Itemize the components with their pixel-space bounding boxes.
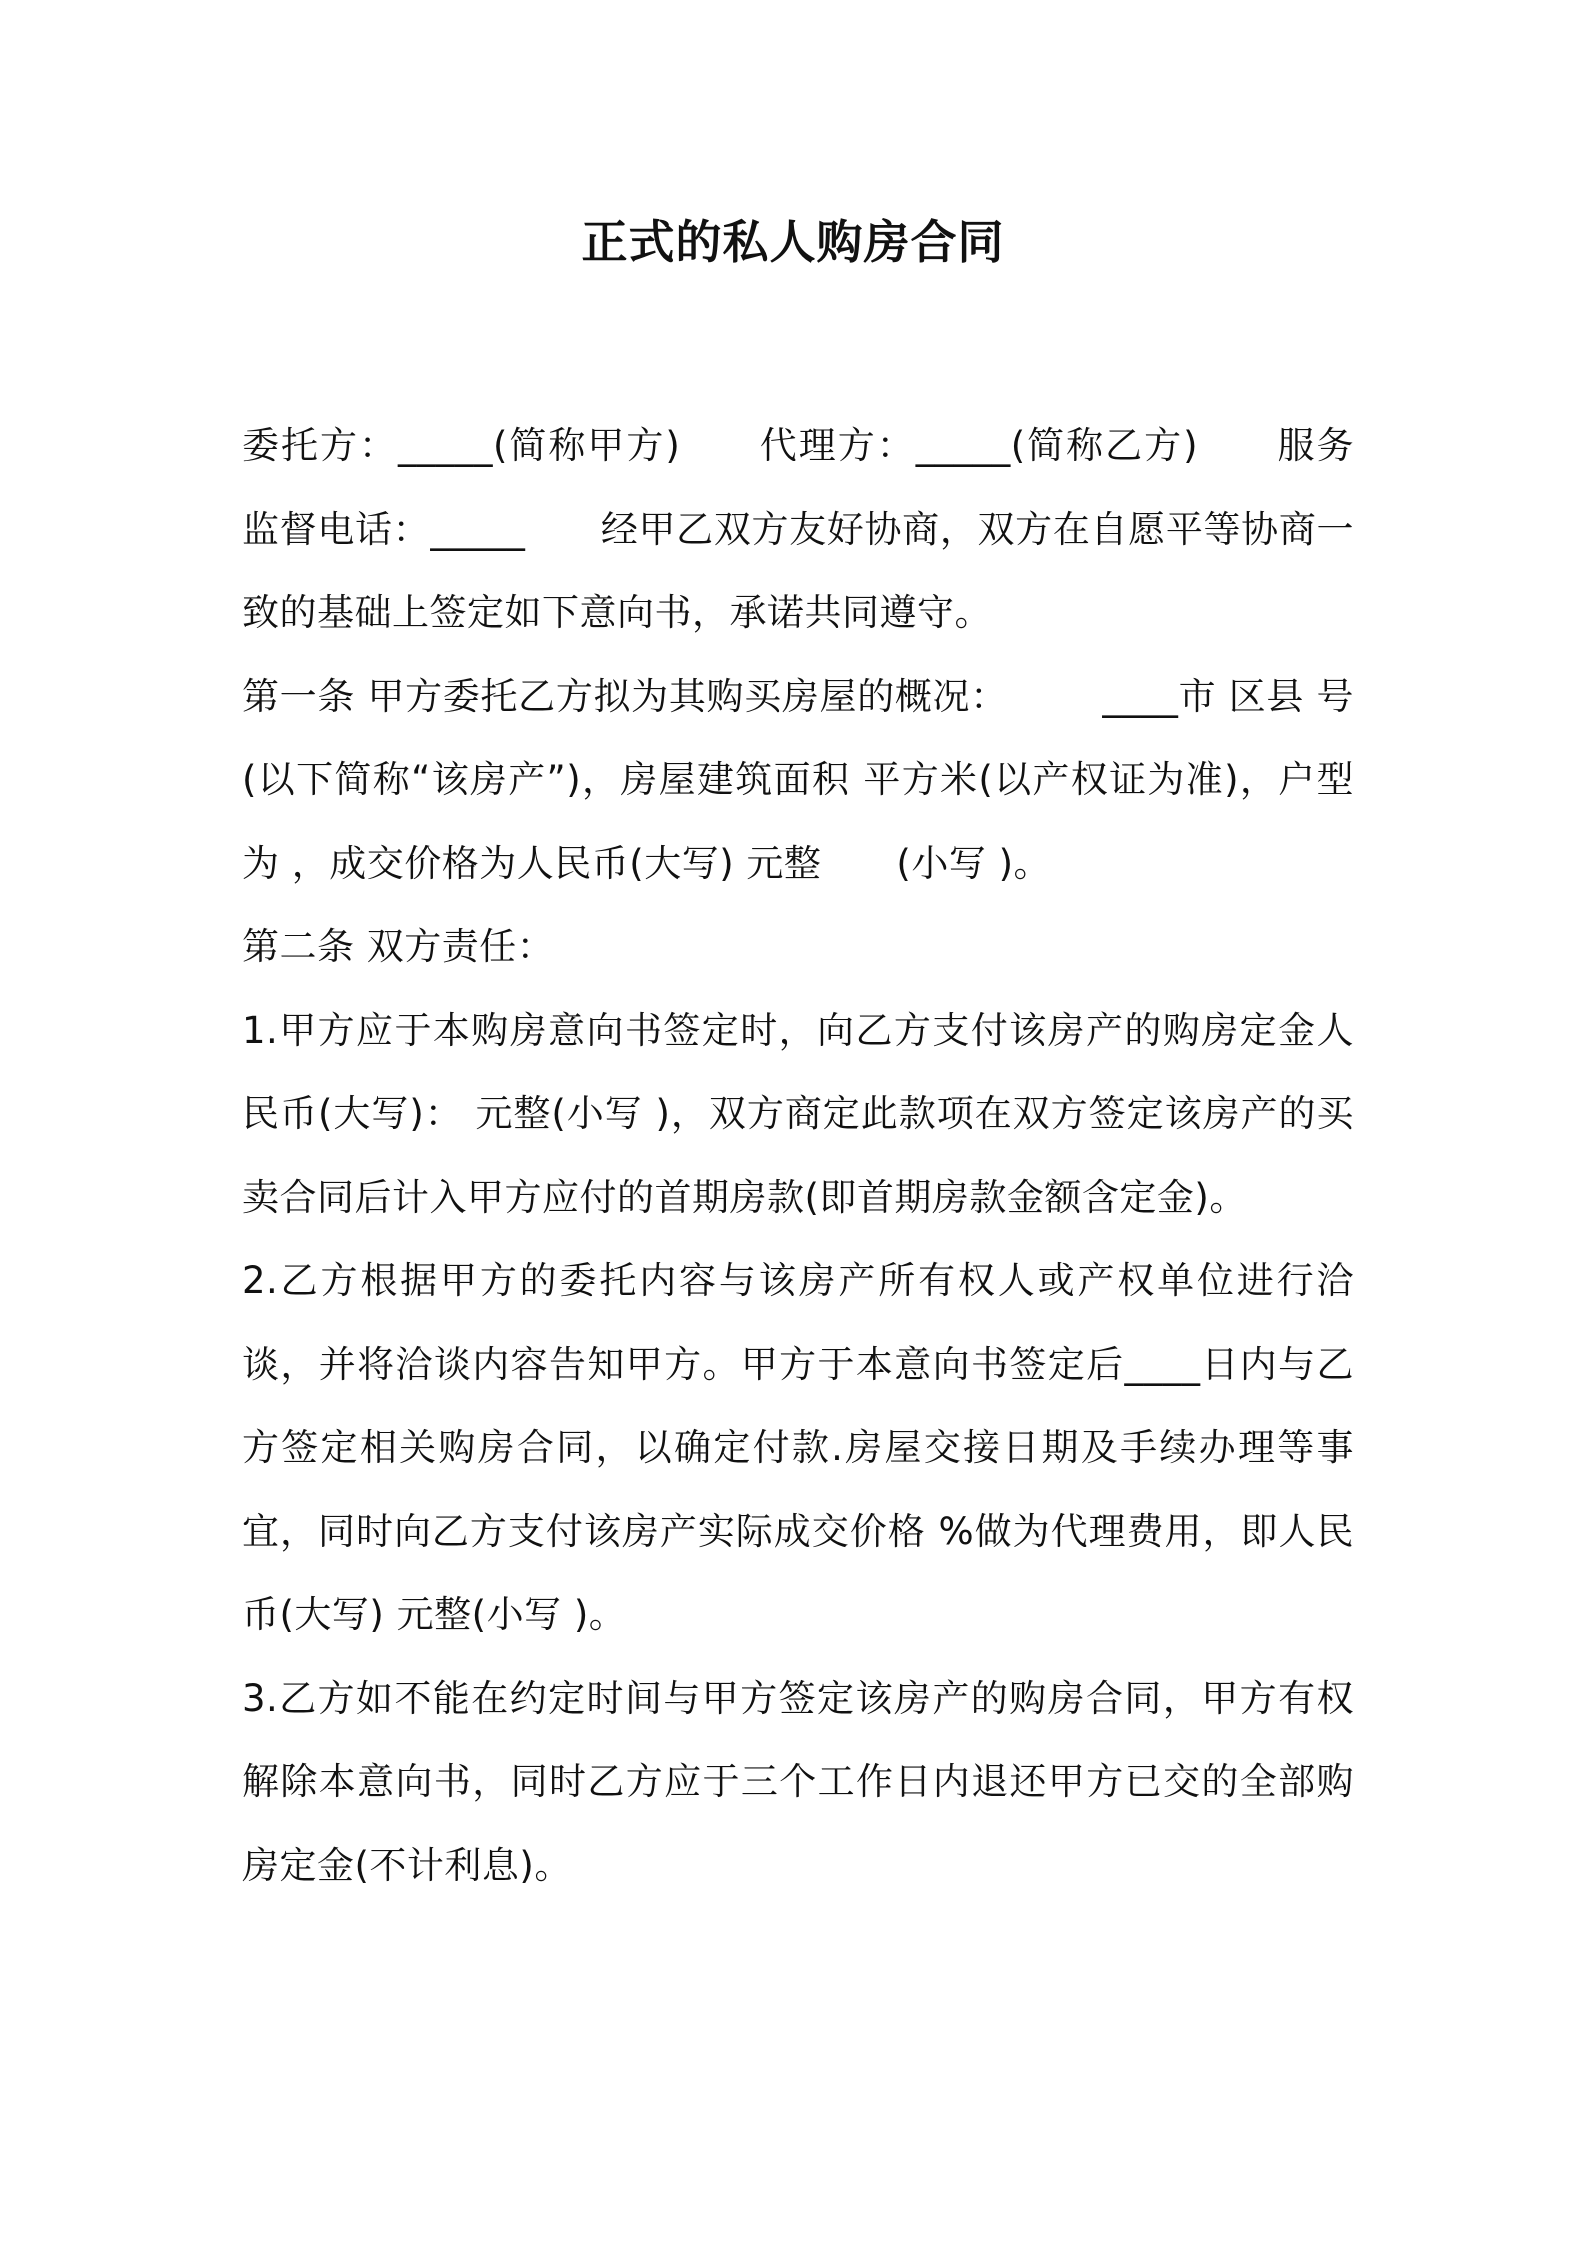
document-body	[242, 404, 1354, 1907]
paragraph-parties: 委托方：_____(简称甲方) 代理方：_____(简称乙方) 服务监督电话：_____ 经甲乙双方友好协商，双方在自愿平等协商一致的基础上签定如下意向书，承诺共同遵守。	[242, 424, 1354, 634]
paragraph-clause-3: 3.乙方如不能在约定时间与甲方签定该房产的购房合同，甲方有权解除本意向书，同时乙方应于三个工作日内退还甲方已交的全部购房定金(不计利息)。	[242, 1676, 1354, 1887]
paragraph-clause-1: 1.甲方应于本购房意向书签定时，向乙方支付该房产的购房定金人民币(大写)： 元整(小写 )，双方商定此款项在双方签定该房产的买卖合同后计入甲方应付的首期房款(即首期房款金额含定金)。	[242, 1008, 1354, 1219]
paragraph-article-2-heading: 第二条 双方责任：	[242, 925, 555, 968]
paragraph-clause-2: 2.乙方根据甲方的委托内容与该房产所有权人或产权单位进行洽谈，并将洽谈内容告知甲方。甲方于本意向书签定后____日内与乙方签定相关购房合同，以确定付款.房屋交接日期及手续办理等事宜，同时向乙方支付该房产实际成交价格 %做为代理费用，即人民币(大写) 元整(小写 )。	[242, 1259, 1354, 1636]
document-title: 正式的私人购房合同	[581, 215, 1005, 269]
paragraph-article-1: 第一条 甲方委托乙方拟为其购买房屋的概况： ____市 区县 号(以下简称“该房产”)，房屋建筑面积 平方米(以产权证为准)，户型为 ，成交价格为人民币(大写) 元整 (小写 )。	[242, 674, 1354, 885]
